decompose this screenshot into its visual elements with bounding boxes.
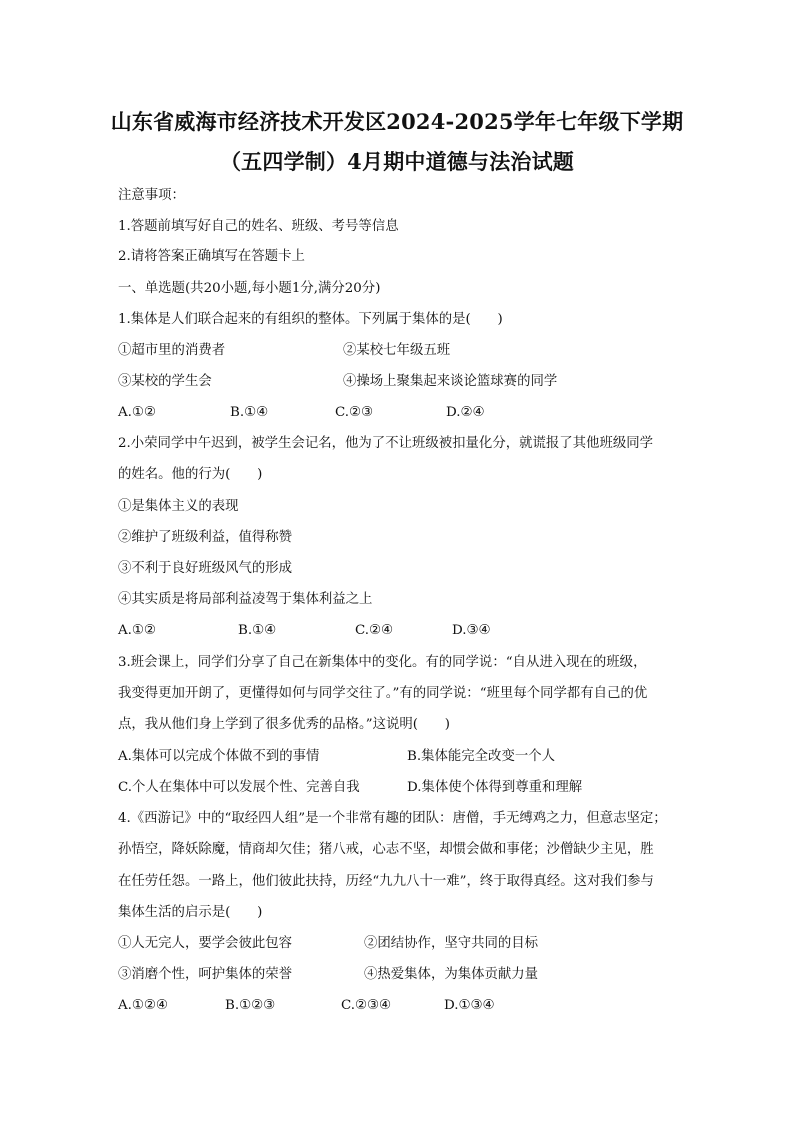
question-4-stem-line4: 集体生活的启示是( ) <box>118 905 263 920</box>
q4-option-d: D.①③④ <box>444 998 495 1013</box>
q1-option-d: D.②④ <box>446 405 485 420</box>
note-item-2: 2.请将答案正确填写在答题卡上 <box>118 249 305 264</box>
q2-statement-4: ④其实质是将局部利益凌驾于集体利益之上 <box>118 592 373 607</box>
q1-option-b: B.①④ <box>230 405 269 420</box>
notes-heading: 注意事项： <box>118 188 185 203</box>
question-1-stem: 1.集体是人们联合起来的有组织的整体。下列属于集体的是( ) <box>118 312 503 327</box>
q2-option-d: D.③④ <box>452 623 491 638</box>
question-3-stem-line1: 3.班会课上，同学们分享了自己在新集体中的变化。有的同学说：“自从进入现在的班级， <box>118 655 647 670</box>
q3-option-a: A.集体可以完成个体做不到的事情 <box>118 749 320 764</box>
q4-statement-4: ④热爱集体，为集体贡献力量 <box>364 967 539 982</box>
question-2-stem-line1: 2.小荣同学中午迟到，被学生会记名，他为了不让班级被扣量化分，就谎报了其他班级同学 <box>118 436 654 451</box>
q4-option-a: A.①②④ <box>118 998 168 1013</box>
q1-statement-4: ④操场上聚集起来谈论篮球赛的同学 <box>343 374 558 389</box>
section-heading: 一、单选题(共20小题,每小题1分,满分20分) <box>118 281 381 296</box>
question-4-stem-line1: 4.《西游记》中的“取经四人组”是一个非常有趣的团队：唐僧，手无缚鸡之力，但意志坚定； <box>118 811 667 826</box>
q3-option-b: B.集体能完全改变一个人 <box>407 749 556 764</box>
q2-option-b: B.①④ <box>238 623 277 638</box>
q2-option-a: A.①② <box>118 623 156 638</box>
q1-option-c: C.②③ <box>335 405 374 420</box>
q2-statement-2: ②维护了班级利益，值得称赞 <box>118 530 293 545</box>
question-2-stem-line2: 的姓名。他的行为( ) <box>118 467 263 482</box>
note-item-1: 1.答题前填写好自己的姓名、班级、考号等信息 <box>118 219 399 234</box>
question-4-stem-line3: 在任劳任怨。一路上，他们彼此扶持，历经“九九八十一难”，终于取得真经。这对我们参与 <box>118 874 654 889</box>
q4-statement-2: ②团结协作，坚守共同的目标 <box>364 936 539 951</box>
q4-option-c: C.②③④ <box>341 998 392 1013</box>
question-4-stem-line2: 孙悟空，降妖除魔，情商却欠佳；猪八戒，心志不坚，却惯会做和事佬；沙僧缺少主见，胜 <box>118 842 654 857</box>
exam-title-line2: （五四学制）4月期中道德与法治试题 <box>219 149 574 174</box>
q2-statement-3: ③不利于良好班级风气的形成 <box>118 561 293 576</box>
q1-statement-3: ③某校的学生会 <box>118 374 212 389</box>
q1-option-a: A.①② <box>118 405 156 420</box>
q2-statement-1: ①是集体主义的表现 <box>118 499 239 514</box>
question-3-stem-line2: 我变得更加开朗了，更懂得如何与同学交往了。”有的同学说：“班里每个同学都有自己的优 <box>118 686 648 701</box>
q3-option-d: D.集体使个体得到尊重和理解 <box>407 780 583 795</box>
q4-option-b: B.①②③ <box>225 998 276 1013</box>
q4-statement-1: ①人无完人，要学会彼此包容 <box>118 936 293 951</box>
q1-statement-2: ②某校七年级五班 <box>343 343 451 358</box>
q2-option-c: C.②④ <box>355 623 394 638</box>
q3-option-c: C.个人在集体中可以发展个性、完善自我 <box>118 780 360 795</box>
q1-statement-1: ①超市里的消费者 <box>118 343 226 358</box>
q4-statement-3: ③消磨个性，呵护集体的荣誉 <box>118 967 293 982</box>
exam-title-line1: 山东省威海市经济技术开发区2024-2025学年七年级下学期 <box>110 109 684 134</box>
question-3-stem-line3: 点，我从他们身上学到了很多优秀的品格。”这说明( ) <box>118 717 450 732</box>
